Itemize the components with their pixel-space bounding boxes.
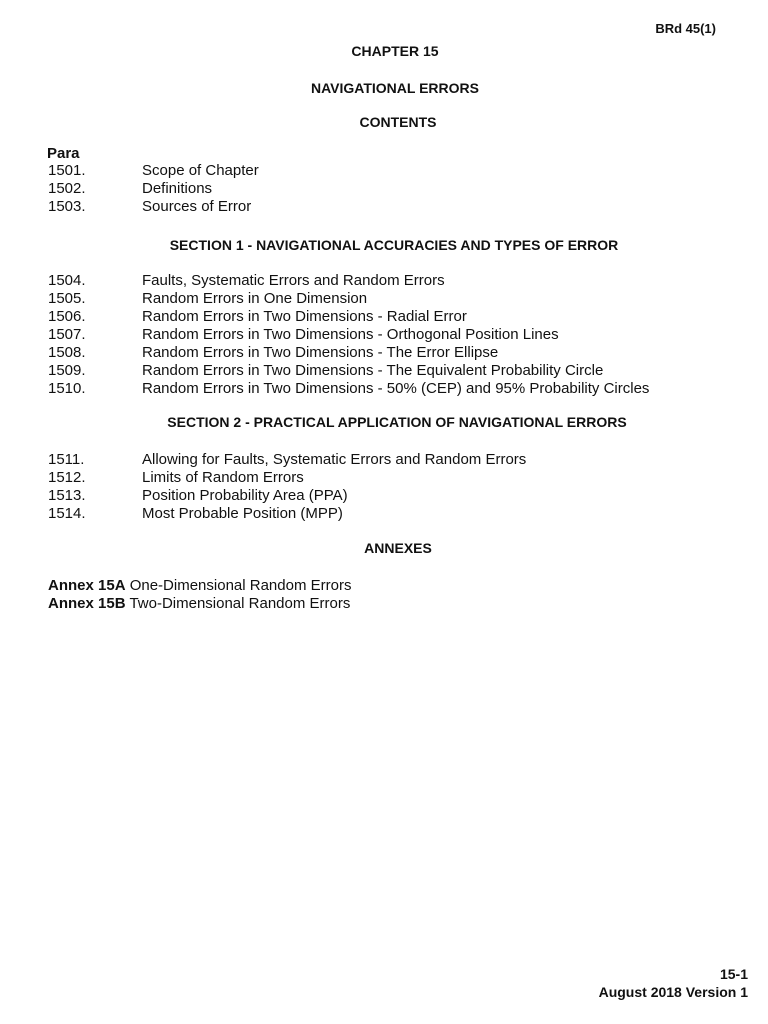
annexes-list [48,577,351,613]
chapter-number: CHAPTER 15 [351,43,439,59]
annex-title: Two-Dimensional Random Errors [129,595,351,612]
para-number: 1507. [48,326,86,343]
para-number: 1501. [48,162,86,179]
annexes-heading: ANNEXES [364,540,432,556]
version-label: August 2018 Version 1 [598,984,748,1000]
list-item [0,272,768,290]
list-item [0,469,768,487]
para-number: 1512. [48,469,86,486]
para-title: Position Probability Area (PPA) [142,487,348,504]
para-title: Allowing for Faults, Systematic Errors and Random Errors [142,451,527,468]
list-item [48,595,351,613]
list-item [0,198,768,216]
list-item [0,380,768,398]
list-item [0,505,768,523]
annex-code: Annex 15B [48,595,126,612]
intro-contents-list [0,162,768,216]
list-item [0,344,768,362]
para-title: Random Errors in One Dimension [142,290,368,307]
list-item [0,162,768,180]
list-item [0,451,768,469]
list-item [0,308,768,326]
para-title: Random Errors in Two Dimensions - 50% (CEP) and 95% Probability Circles [142,380,650,397]
list-item [0,326,768,344]
list-item [0,487,768,505]
page-number: 15-1 [719,966,748,982]
para-number: 1505. [48,290,86,307]
chapter-title: NAVIGATIONAL ERRORS [310,80,479,96]
section-1-contents-list [0,272,768,398]
para-number: 1510. [48,380,86,397]
para-number: 1503. [48,198,86,215]
para-title: Most Probable Position (MPP) [142,505,343,522]
para-title: Limits of Random Errors [142,469,304,486]
section-2-contents-list [0,451,768,523]
para-title: Definitions [142,180,213,197]
para-number: 1509. [48,362,86,379]
para-number: 1511. [48,451,85,468]
para-number: 1513. [48,487,86,504]
section-1-heading: SECTION 1 - NAVIGATIONAL ACCURACIES AND TYPES OF ERROR [169,237,619,253]
list-item [48,577,351,595]
para-title: Faults, Systematic Errors and Random Errors [142,272,445,289]
contents-heading: CONTENTS [359,114,437,130]
para-title: Scope of Chapter [142,162,259,179]
para-title: Sources of Error [142,198,252,215]
para-title: Random Errors in Two Dimensions - Orthogonal Position Lines [142,326,559,343]
para-number: 1502. [48,180,86,197]
list-item [0,180,768,198]
annex-title: One-Dimensional Random Errors [129,577,352,594]
para-title: Random Errors in Two Dimensions - Radial Error [142,308,467,325]
list-item [0,362,768,380]
para-title: Random Errors in Two Dimensions - The Error Ellipse [142,344,499,361]
para-number: 1508. [48,344,86,361]
para-number: 1506. [48,308,86,325]
list-item [0,290,768,308]
section-2-heading: SECTION 2 - PRACTICAL APPLICATION OF NAVIGATIONAL ERRORS [167,414,627,430]
para-column-label: Para [47,145,80,162]
para-number: 1504. [48,272,86,289]
para-number: 1514. [48,505,86,522]
para-title: Random Errors in Two Dimensions - The Equivalent Probability Circle [142,362,604,379]
document-reference: BRd 45(1) [655,21,716,36]
annex-code: Annex 15A [48,577,126,594]
